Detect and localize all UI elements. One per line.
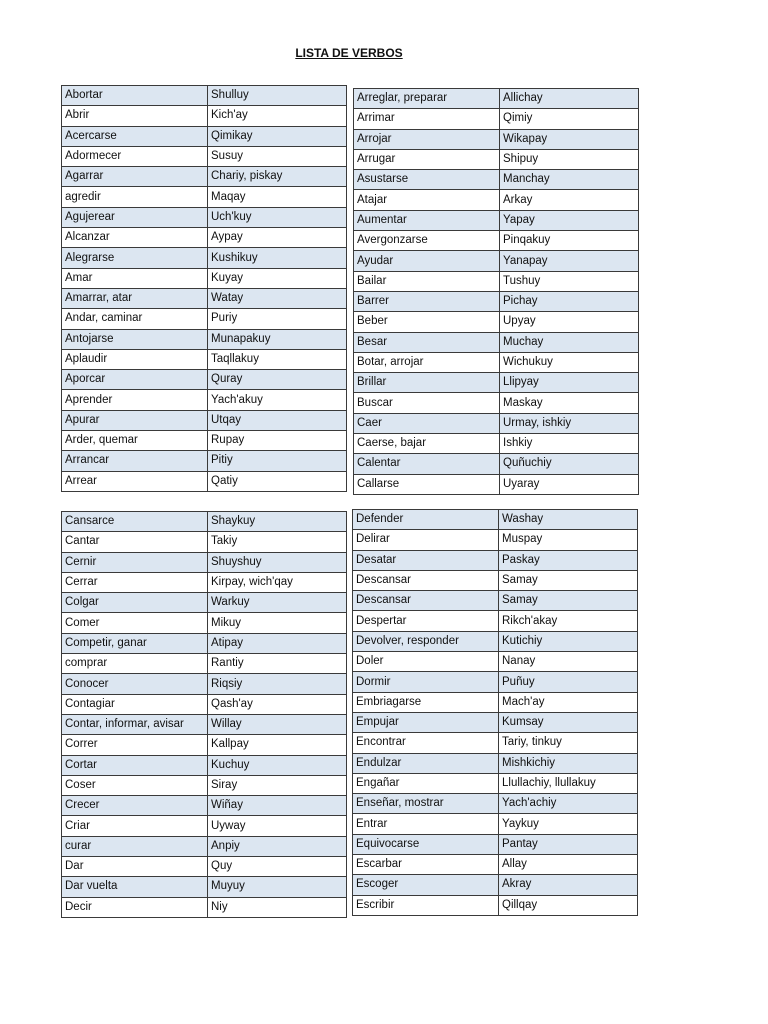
spanish-verb: Buscar	[354, 393, 500, 413]
spanish-verb: Agarrar	[62, 167, 208, 187]
table-row	[62, 126, 347, 146]
table-row	[353, 773, 638, 793]
table-row	[62, 329, 347, 349]
spanish-verb: Aplaudir	[62, 349, 208, 369]
spanish-verb: Acercarse	[62, 126, 208, 146]
table-row	[353, 611, 638, 631]
table-row	[62, 633, 347, 653]
quechua-verb: Shuyshuy	[208, 552, 347, 572]
spanish-verb: Entrar	[353, 814, 499, 834]
quechua-verb: Muspay	[499, 530, 638, 550]
table-row	[62, 167, 347, 187]
table-row	[353, 753, 638, 773]
table-row	[353, 591, 638, 611]
spanish-verb: Besar	[354, 332, 500, 352]
spanish-verb: Brillar	[354, 373, 500, 393]
quechua-verb: Kutichiy	[499, 631, 638, 651]
verb-table-2	[353, 88, 639, 495]
table-row	[62, 390, 347, 410]
table-row	[62, 431, 347, 451]
table-row	[354, 149, 639, 169]
spanish-verb: Descansar	[353, 570, 499, 590]
table-row	[62, 836, 347, 856]
spanish-verb: Cansarce	[62, 512, 208, 532]
quechua-verb: Maqay	[208, 187, 347, 207]
quechua-verb: Qatiy	[208, 471, 347, 491]
spanish-verb: Calentar	[354, 454, 500, 474]
table-row	[354, 291, 639, 311]
verb-table-4	[352, 509, 638, 916]
quechua-verb: Quy	[208, 857, 347, 877]
table-row	[62, 593, 347, 613]
spanish-verb: Descansar	[353, 591, 499, 611]
table-row	[354, 454, 639, 474]
table-row	[354, 413, 639, 433]
table-row	[62, 370, 347, 390]
table-row	[62, 816, 347, 836]
spanish-verb: Crecer	[62, 796, 208, 816]
spanish-verb: Endulzar	[353, 753, 499, 773]
quechua-verb: Allichay	[500, 89, 639, 109]
spanish-verb: Doler	[353, 652, 499, 672]
quechua-verb: Puñuy	[499, 672, 638, 692]
table-row	[353, 570, 638, 590]
quechua-verb: Watay	[208, 288, 347, 308]
spanish-verb: Amar	[62, 268, 208, 288]
spanish-verb: Alcanzar	[62, 228, 208, 248]
page-title: LISTA DE VERBOS	[295, 46, 403, 60]
spanish-verb: comprar	[62, 654, 208, 674]
spanish-verb: Cernir	[62, 552, 208, 572]
quechua-verb: Muyuy	[208, 877, 347, 897]
table-row	[62, 248, 347, 268]
table-row	[62, 897, 347, 917]
table-row	[353, 652, 638, 672]
spanish-verb: Amarrar, atar	[62, 288, 208, 308]
quechua-verb: Nanay	[499, 652, 638, 672]
spanish-verb: Cortar	[62, 755, 208, 775]
spanish-verb: Callarse	[354, 474, 500, 494]
quechua-verb: Yapay	[500, 210, 639, 230]
spanish-verb: Dormir	[353, 672, 499, 692]
table-row	[62, 552, 347, 572]
table-row	[354, 190, 639, 210]
spanish-verb: Barrer	[354, 291, 500, 311]
spanish-verb: Atajar	[354, 190, 500, 210]
table-row	[354, 170, 639, 190]
table-row	[353, 631, 638, 651]
table-row	[62, 775, 347, 795]
spanish-verb: Botar, arrojar	[354, 352, 500, 372]
quechua-verb: Maskay	[500, 393, 639, 413]
spanish-verb: Escribir	[353, 895, 499, 915]
quechua-verb: Anpiy	[208, 836, 347, 856]
spanish-verb: Arreglar, preparar	[354, 89, 500, 109]
quechua-verb: Samay	[499, 591, 638, 611]
table-row	[62, 146, 347, 166]
quechua-verb: Munapakuy	[208, 329, 347, 349]
table-row	[62, 228, 347, 248]
spanish-verb: Correr	[62, 735, 208, 755]
quechua-verb: Qillqay	[499, 895, 638, 915]
quechua-verb: Allay	[499, 855, 638, 875]
quechua-verb: Tushuy	[500, 271, 639, 291]
table-row	[62, 106, 347, 126]
spanish-verb: Enseñar, mostrar	[353, 794, 499, 814]
table-row	[353, 510, 638, 530]
spanish-verb: Despertar	[353, 611, 499, 631]
quechua-verb: Chariy, piskay	[208, 167, 347, 187]
spanish-verb: Escoger	[353, 875, 499, 895]
quechua-verb: Yach'achiy	[499, 794, 638, 814]
table-row	[62, 714, 347, 734]
spanish-verb: Arder, quemar	[62, 431, 208, 451]
table-row	[354, 129, 639, 149]
spanish-verb: Embriagarse	[353, 692, 499, 712]
table-row	[353, 550, 638, 570]
table-row	[354, 109, 639, 129]
table-row	[353, 895, 638, 915]
spanish-verb: Arrimar	[354, 109, 500, 129]
spanish-verb: Equivocarse	[353, 834, 499, 854]
quechua-verb: Kich'ay	[208, 106, 347, 126]
spanish-verb: Arrugar	[354, 149, 500, 169]
quechua-verb: Niy	[208, 897, 347, 917]
quechua-verb: Rikch'akay	[499, 611, 638, 631]
verb-table-3	[61, 511, 347, 918]
spanish-verb: Coser	[62, 775, 208, 795]
spanish-verb: Adormecer	[62, 146, 208, 166]
spanish-verb: Caerse, bajar	[354, 434, 500, 454]
quechua-verb: Llipyay	[500, 373, 639, 393]
spanish-verb: Dar vuelta	[62, 877, 208, 897]
spanish-verb: Comer	[62, 613, 208, 633]
quechua-verb: Kushikuy	[208, 248, 347, 268]
quechua-verb: Pinqakuy	[500, 231, 639, 251]
quechua-verb: Manchay	[500, 170, 639, 190]
table-row	[62, 857, 347, 877]
quechua-verb: Shaykuy	[208, 512, 347, 532]
quechua-verb: Mishkichiy	[499, 753, 638, 773]
spanish-verb: Engañar	[353, 773, 499, 793]
table-row	[62, 796, 347, 816]
quechua-verb: Wichukuy	[500, 352, 639, 372]
table-row	[353, 855, 638, 875]
spanish-verb: Avergonzarse	[354, 231, 500, 251]
quechua-verb: Yach'akuy	[208, 390, 347, 410]
spanish-verb: Abortar	[62, 86, 208, 106]
spanish-verb: Andar, caminar	[62, 309, 208, 329]
table-row	[62, 268, 347, 288]
spanish-verb: Escarbar	[353, 855, 499, 875]
table-row	[353, 794, 638, 814]
quechua-verb: Susuy	[208, 146, 347, 166]
table-row	[62, 694, 347, 714]
quechua-verb: Mach'ay	[499, 692, 638, 712]
spanish-verb: Apurar	[62, 410, 208, 430]
table-row	[62, 613, 347, 633]
table-row	[354, 210, 639, 230]
quechua-verb: Quray	[208, 370, 347, 390]
spanish-verb: Aprender	[62, 390, 208, 410]
spanish-verb: Decir	[62, 897, 208, 917]
quechua-verb: Muchay	[500, 332, 639, 352]
table-row	[62, 471, 347, 491]
quechua-verb: Wiñay	[208, 796, 347, 816]
spanish-verb: Antojarse	[62, 329, 208, 349]
quechua-verb: Urmay, ishkiy	[500, 413, 639, 433]
quechua-verb: Qimiy	[500, 109, 639, 129]
table-row	[62, 349, 347, 369]
quechua-verb: Kuyay	[208, 268, 347, 288]
quechua-verb: Rantiy	[208, 654, 347, 674]
quechua-verb: Tariy, tinkuy	[499, 733, 638, 753]
verb-table-1	[61, 85, 347, 492]
table-row	[354, 434, 639, 454]
spanish-verb: Alegrarse	[62, 248, 208, 268]
quechua-verb: Willay	[208, 714, 347, 734]
spanish-verb: Colgar	[62, 593, 208, 613]
quechua-verb: Shulluy	[208, 86, 347, 106]
spanish-verb: Cantar	[62, 532, 208, 552]
quechua-verb: Utqay	[208, 410, 347, 430]
quechua-verb: Kirpay, wich'qay	[208, 572, 347, 592]
quechua-verb: Ishkiy	[500, 434, 639, 454]
spanish-verb: agredir	[62, 187, 208, 207]
table-row	[62, 451, 347, 471]
quechua-verb: Yaykuy	[499, 814, 638, 834]
table-row	[354, 393, 639, 413]
quechua-verb: Puriy	[208, 309, 347, 329]
spanish-verb: Desatar	[353, 550, 499, 570]
table-row	[62, 86, 347, 106]
spanish-verb: Arrojar	[354, 129, 500, 149]
quechua-verb: Llullachiy, llullakuy	[499, 773, 638, 793]
spanish-verb: Aporcar	[62, 370, 208, 390]
table-row	[354, 474, 639, 494]
table-row	[353, 672, 638, 692]
spanish-verb: curar	[62, 836, 208, 856]
quechua-verb: Takiy	[208, 532, 347, 552]
table-row	[353, 733, 638, 753]
table-row	[62, 735, 347, 755]
spanish-verb: Aumentar	[354, 210, 500, 230]
table-row	[62, 187, 347, 207]
quechua-verb: Uyway	[208, 816, 347, 836]
spanish-verb: Ayudar	[354, 251, 500, 271]
spanish-verb: Encontrar	[353, 733, 499, 753]
quechua-verb: Pantay	[499, 834, 638, 854]
quechua-verb: Warkuy	[208, 593, 347, 613]
table-row	[62, 207, 347, 227]
quechua-verb: Paskay	[499, 550, 638, 570]
table-row	[353, 875, 638, 895]
spanish-verb: Dar	[62, 857, 208, 877]
quechua-verb: Mikuy	[208, 613, 347, 633]
quechua-verb: Samay	[499, 570, 638, 590]
spanish-verb: Agujerear	[62, 207, 208, 227]
quechua-verb: Uyaray	[500, 474, 639, 494]
table-row	[354, 89, 639, 109]
table-row	[354, 373, 639, 393]
quechua-verb: Aypay	[208, 228, 347, 248]
spanish-verb: Asustarse	[354, 170, 500, 190]
quechua-verb: Pitiy	[208, 451, 347, 471]
spanish-verb: Arrancar	[62, 451, 208, 471]
table-row	[62, 755, 347, 775]
quechua-verb: Kallpay	[208, 735, 347, 755]
quechua-verb: Arkay	[500, 190, 639, 210]
quechua-verb: Kuchuy	[208, 755, 347, 775]
quechua-verb: Taqllakuy	[208, 349, 347, 369]
quechua-verb: Yanapay	[500, 251, 639, 271]
spanish-verb: Contagiar	[62, 694, 208, 714]
table-row	[62, 512, 347, 532]
table-row	[62, 572, 347, 592]
quechua-verb: Pichay	[500, 291, 639, 311]
spanish-verb: Empujar	[353, 712, 499, 732]
table-row	[354, 231, 639, 251]
spanish-verb: Defender	[353, 510, 499, 530]
table-row	[62, 674, 347, 694]
spanish-verb: Delirar	[353, 530, 499, 550]
spanish-verb: Beber	[354, 312, 500, 332]
spanish-verb: Abrir	[62, 106, 208, 126]
quechua-verb: Kumsay	[499, 712, 638, 732]
table-row	[62, 877, 347, 897]
quechua-verb: Upyay	[500, 312, 639, 332]
table-row	[354, 352, 639, 372]
table-row	[353, 692, 638, 712]
table-row	[353, 712, 638, 732]
table-row	[62, 309, 347, 329]
quechua-verb: Akray	[499, 875, 638, 895]
quechua-verb: Uch'kuy	[208, 207, 347, 227]
spanish-verb: Criar	[62, 816, 208, 836]
quechua-verb: Rupay	[208, 431, 347, 451]
spanish-verb: Conocer	[62, 674, 208, 694]
quechua-verb: Quñuchiy	[500, 454, 639, 474]
spanish-verb: Caer	[354, 413, 500, 433]
spanish-verb: Cerrar	[62, 572, 208, 592]
table-row	[354, 251, 639, 271]
table-row	[62, 654, 347, 674]
table-row	[353, 530, 638, 550]
table-row	[354, 271, 639, 291]
quechua-verb: Shipuy	[500, 149, 639, 169]
spanish-verb: Arrear	[62, 471, 208, 491]
quechua-verb: Siray	[208, 775, 347, 795]
spanish-verb: Devolver, responder	[353, 631, 499, 651]
quechua-verb: Qash'ay	[208, 694, 347, 714]
quechua-verb: Wikapay	[500, 129, 639, 149]
table-row	[353, 834, 638, 854]
table-row	[354, 312, 639, 332]
table-row	[62, 410, 347, 430]
table-row	[62, 532, 347, 552]
spanish-verb: Contar, informar, avisar	[62, 714, 208, 734]
quechua-verb: Qimikay	[208, 126, 347, 146]
table-row	[354, 332, 639, 352]
quechua-verb: Washay	[499, 510, 638, 530]
spanish-verb: Bailar	[354, 271, 500, 291]
spanish-verb: Competir, ganar	[62, 633, 208, 653]
quechua-verb: Riqsiy	[208, 674, 347, 694]
table-row	[353, 814, 638, 834]
table-row	[62, 288, 347, 308]
quechua-verb: Atipay	[208, 633, 347, 653]
